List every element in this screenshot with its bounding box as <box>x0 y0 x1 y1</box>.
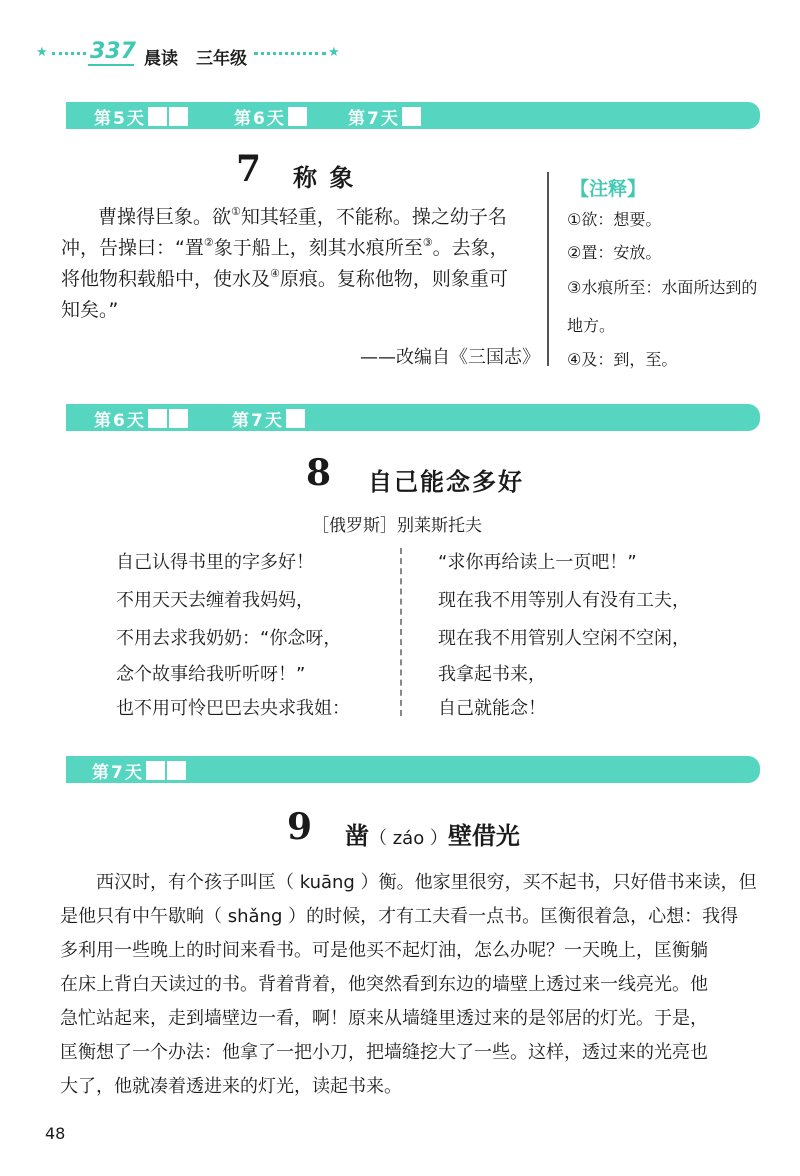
checkbox-square <box>288 107 307 126</box>
series-label: 晨读 <box>144 49 178 69</box>
note-item: 地方。 <box>567 316 616 335</box>
poem-line: 自己认得书里的字多好！ <box>116 552 314 573</box>
day-banner <box>66 404 760 431</box>
text-line: 曹操得巨象。欲①知其轻重，不能称。操之幼子名 <box>98 205 507 228</box>
poem-author: ［俄罗斯］别莱斯托夫 <box>312 516 482 536</box>
day-7-marker: 第7天 <box>348 105 421 127</box>
note-item: ④及：到，至。 <box>567 350 678 369</box>
checkbox-square <box>146 761 165 780</box>
poem-line: 自己就能念！ <box>438 698 546 719</box>
day-banner <box>66 756 760 783</box>
checkbox-square <box>148 409 167 428</box>
note-item: ③水痕所至：水面所达到的 <box>567 278 758 297</box>
lesson-text <box>60 866 768 1104</box>
page-number: 48 <box>45 1124 66 1143</box>
poem-line: 也不用可怜巴巴去央求我姐： <box>116 698 350 719</box>
text-line: 是他只有中午歇晌（ shǎng ）的时候，才有工夫看一点书。匡衡很着急，心想：我得 <box>60 906 739 927</box>
checkbox-square <box>402 107 421 126</box>
text-line: 冲，告操曰：“置②象于船上，刻其水痕所至③。去象， <box>61 236 509 259</box>
page-header <box>36 38 356 68</box>
checkbox-square <box>286 409 305 428</box>
lesson-title: 凿（ záo ）壁借光 <box>345 822 520 850</box>
poem-line: 不用天天去缠着我妈妈， <box>116 590 314 611</box>
brand-logo: 337 <box>90 39 136 64</box>
poem-line: 现在我不用等别人有没有工夫， <box>438 590 690 611</box>
text-line: 知矣。” <box>61 299 119 321</box>
text-line: 急忙站起来，走到墙壁边一看，啊！原来从墙缝里透过来的是邻居的灯光。于是， <box>60 1008 708 1029</box>
checkbox-square <box>148 107 167 126</box>
text-line: 将他物积载船中，使水及④原痕。复称他物，则象重可 <box>61 267 508 290</box>
poem-line: 念个故事给我听听呀！” <box>116 664 306 685</box>
dotted-line <box>52 52 86 55</box>
text-line: 西汉时，有个孩子叫匡（ kuāng ）衡。他家里很穷，买不起书，只好借书来读，但 <box>96 872 757 893</box>
text-line: 大了，他就凑着透进来的灯光，读起书来。 <box>60 1076 402 1097</box>
poem-line: 我拿起书来， <box>438 664 546 685</box>
day-banner <box>66 102 760 129</box>
lesson-title: 自己能念多好 <box>368 468 524 496</box>
source-citation: ——改编自《三国志》 <box>360 347 540 368</box>
pinyin: （ záo ） <box>369 828 448 849</box>
lesson-title: 称 象 <box>293 164 356 192</box>
text-line: 匡衡想了一个办法：他拿了一把小刀，把墙缝挖大了一些。这样，透过来的光亮也 <box>60 1042 708 1063</box>
notes-divider <box>547 172 549 366</box>
lesson-number: 8 <box>306 452 332 494</box>
brand-underline <box>88 64 134 66</box>
grade-label: 三年级 <box>196 49 247 69</box>
lesson-text <box>61 202 538 326</box>
day-6-marker: 第6天 <box>234 105 307 127</box>
day-6-marker: 第6天 <box>94 407 188 429</box>
poem-divider <box>400 548 402 716</box>
star-icon: ★ <box>36 45 48 60</box>
text-line: 多利用一些晚上的时间来看书。可是他买不起灯油，怎么办呢？一天晚上，匡衡躺 <box>60 940 708 961</box>
poem-line: 现在我不用管别人空闲不空闲， <box>438 628 690 649</box>
day-7-marker: 第7天 <box>92 759 186 781</box>
lesson-number: 7 <box>236 148 262 190</box>
checkbox-square <box>169 107 188 126</box>
poem-line: 不用去求我奶奶：“你念呀， <box>116 628 342 649</box>
lesson-number: 9 <box>287 806 313 848</box>
text-line: 在床上背白天读过的书。背着背着，他突然看到东边的墙壁上透过来一线亮光。他 <box>60 974 708 995</box>
day-5-marker: 第5天 <box>94 105 188 127</box>
poem-line: “求你再给读上一页吧！” <box>438 552 637 573</box>
notes-title: 【注释】 <box>570 178 647 200</box>
day-7-marker: 第7天 <box>232 407 305 429</box>
note-item: ①欲：想要。 <box>567 210 662 229</box>
star-icon: ★ <box>328 45 340 60</box>
note-item: ②置：安放。 <box>567 243 662 262</box>
dotted-line <box>254 52 326 55</box>
checkbox-square <box>169 409 188 428</box>
checkbox-square <box>167 761 186 780</box>
